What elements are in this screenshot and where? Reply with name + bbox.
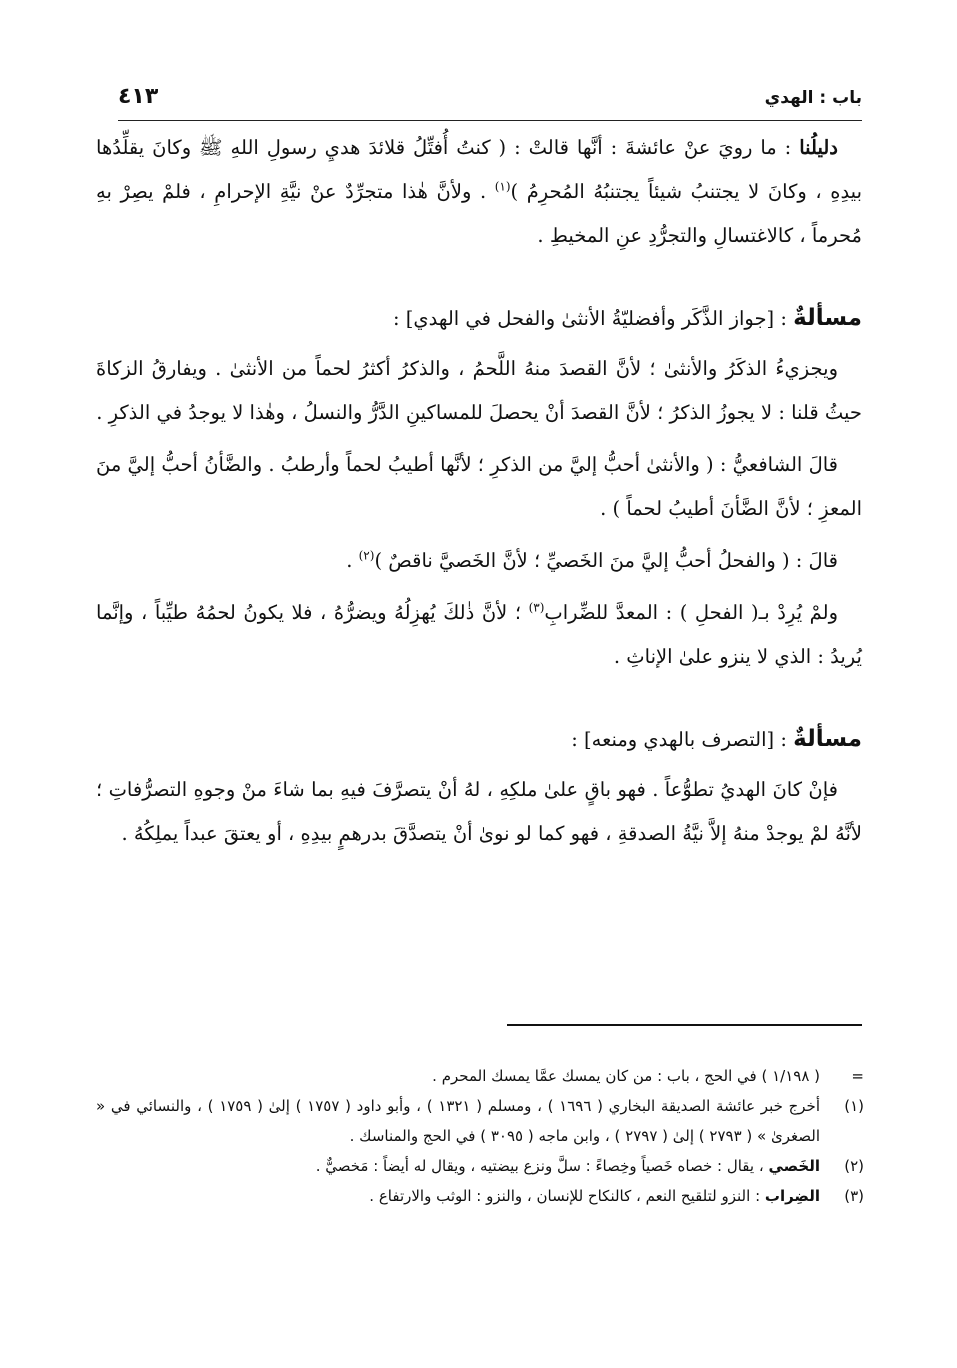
- page-number: ٤١٣: [118, 84, 159, 109]
- evidence-tail: . ولأنَّ هٰذا متجرِّدٌ عنْ نيَّةِ الإحرامِ ، فلمْ يصِرْ بهِ مُحرماً ، كالاغتسالِ والتجرُّدِ عنِ المخيطِ .: [96, 180, 862, 247]
- paragraph-evidence: [96, 126, 862, 258]
- main-text: [96, 126, 862, 856]
- paragraph-disposal: فإنْ كانَ الهديُ تطوُّعاً . فهو باقٍ علىٰ ملكِهِ ، لهُ أنْ يتصرَّفَ فيهِ بما شاءَ منْ وجوهِ التصرُّفاتِ ؛ لأنَّهُ لمْ يوجدْ منهُ إلاَّ نيَّةُ الصدقةِ ، فهو كما لو نوىٰ أنْ يتصدَّقَ بدرهمٍ بيدِهِ ، أو يعتقَ عبداً يملِكُهُ .: [96, 778, 862, 845]
- breeding-tail: ؛ لأنَّ ذٰلكَ يُهزِلُهُ ويضرُّهُ ، فلا يكونُ لحمُهُ طيِّباً ، وإنَّما يُريدُ : الذي لا ينزو علىٰ الإناثِ .: [96, 601, 862, 668]
- footnote-mark: (١): [844, 1097, 864, 1115]
- footnote-mark: (٢): [844, 1157, 864, 1175]
- footnote-mark: =: [851, 1067, 864, 1085]
- breeding-text: ولمْ يُرِدْ بـ( الفحلِ ) : المعدَّ للضِّرابِ: [544, 601, 839, 624]
- footnote-3: [96, 1181, 864, 1211]
- footnote-definition: : النزو لتلقيح النعم ، كالنكاح للإنسان ، والنزو : الوثب والارتفاع .: [369, 1187, 765, 1205]
- footnote-1: [96, 1091, 864, 1151]
- footnote-text: [96, 1151, 820, 1181]
- footnote-continued: [96, 1061, 864, 1091]
- section-word: مسألةٌ: [793, 726, 862, 752]
- footnote-ref-3[interactable]: (٣): [528, 600, 545, 615]
- footnote-ref-1[interactable]: (١): [494, 179, 511, 194]
- footnote-mark: (٣): [844, 1187, 864, 1205]
- footnote-term: الضِراب: [764, 1187, 820, 1205]
- evidence-lead: دليلُنا: [799, 136, 838, 159]
- footnote-divider: [507, 1024, 862, 1026]
- footnote-2: [96, 1151, 864, 1181]
- paragraph-shafii: قالَ الشافعيُّ : ( والأنثىٰ أحبُّ إليَّ من الذكرِ ؛ لأنَّها أطيبُ لحماً وأرطبُ . والضَّأنُ أحبُّ إليَّ منَ المعزِ ؛ لأنَّ الضَّأنَ أطيبُ لحماً ) .: [96, 453, 862, 520]
- paragraph-stallion: [96, 539, 862, 583]
- stallion-text: قالَ : ( والفحلُ أحبُّ إليَّ منَ الخَصيِّ ؛ لأنَّ الخَصيَّ ناقصٌ ): [374, 549, 838, 572]
- footnote-text: أخرج خبر عائشة الصديقة البخاري ( ١٦٩٦ ) ، ومسلم ( ١٣٢١ ) ، وأبو داود ( ١٧٥٧ ) إلىٰ ( ١٧٥٩ ) ، والنسائي في « الصغرىٰ » ( ٢٧٩٣ ) إلىٰ ( ٢٧٩٧ ) ، وابن ماجه ( ٣٠٩٥ ) في الحج والمناسك .: [96, 1097, 820, 1145]
- paragraph-breeding: [96, 591, 862, 679]
- section-word: مسألةٌ: [793, 305, 862, 331]
- stallion-tail: .: [346, 549, 359, 572]
- running-title: باب : الهدي: [764, 88, 862, 108]
- evidence-text: : ما رويَ عنْ عائشةَ : أنَّها قالتْ : ( كنتُ أُفتِّلُ قلائدَ هديِ رسولِ اللهِ ﷺ وكانَ يقلِّدُها بيدِهِ ، وكانَ لا يجتنبُ شيئاً يجتنبُهُ المُحرِمُ ): [96, 136, 862, 203]
- section-title: : [جواز الذَّكَر وأفضليّةُ الأنثىٰ والفحل في الهدي] :: [393, 307, 794, 330]
- footnote-text: ( ١/١٩٨ ) في الحج ، باب : من كان يمسك عمَّا يمسك المحرم .: [432, 1067, 820, 1085]
- paragraph-male-female: ويجزيءُ الذكَرُ والأنثىٰ ؛ لأنَّ القصدَ منهُ اللَّحمُ ، والذكرُ أكثرُ لحماً من الأنثىٰ . ويفارقُ الزكاةَ حيثُ قلنا : لا يجوزُ الذكرُ ؛ لأنَّ القصدَ أنْ يحصلَ للمساكينِ الدَّرُّ والنسلُ ، وهٰذا لا يوجدُ في الذكرِ .: [96, 357, 862, 424]
- section-heading-2: [96, 717, 862, 762]
- footnote-ref-2[interactable]: (٢): [358, 548, 375, 563]
- section-heading-1: [96, 296, 862, 341]
- footnotes: [96, 1061, 864, 1211]
- section-title: : [التصرف بالهدي ومنعه] :: [571, 728, 794, 751]
- footnote-term: الخَصي: [768, 1157, 820, 1175]
- footnote-text: [96, 1181, 820, 1211]
- page-header: [118, 82, 862, 121]
- footnote-definition: ، يقال : خصاه خَصياً وخِصاءً : سلَّ ونزع بيضتيه ، ويقال له أيضاً : مَخصيٌّ .: [315, 1157, 769, 1175]
